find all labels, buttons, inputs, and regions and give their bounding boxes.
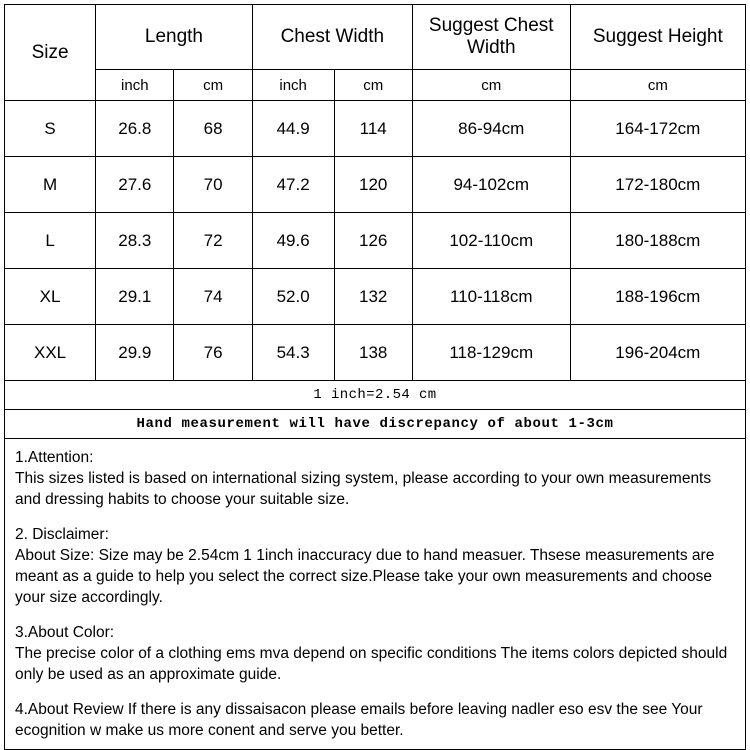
cell-suggest-height: 180-188cm: [570, 213, 745, 269]
cell-chest-inch: 44.9: [252, 101, 334, 157]
table-row: [5, 325, 746, 381]
cell-suggest-chest: 110-118cm: [412, 269, 570, 325]
cell-chest-inch: 52.0: [252, 269, 334, 325]
attention-body: This sizes listed is based on international sizing system, please according to your own measurements and dressing habits to choose your suitable size.: [15, 470, 712, 508]
cell-chest-cm: 126: [334, 213, 412, 269]
subheader-length-cm: cm: [174, 70, 252, 101]
disclaimer-title: 2. Disclaimer:: [15, 526, 109, 543]
cell-chest-cm: 114: [334, 101, 412, 157]
cell-chest-inch: 47.2: [252, 157, 334, 213]
cell-suggest-chest: 86-94cm: [412, 101, 570, 157]
notes-block: [4, 439, 746, 750]
subheader-chest-cm: cm: [334, 70, 412, 101]
cell-suggest-chest: 118-129cm: [412, 325, 570, 381]
table-row: [5, 213, 746, 269]
cell-length-inch: 29.9: [96, 325, 174, 381]
cell-suggest-chest: 102-110cm: [412, 213, 570, 269]
cell-length-inch: 27.6: [96, 157, 174, 213]
cell-chest-inch: 49.6: [252, 213, 334, 269]
disclaimer-note: [15, 524, 735, 608]
attention-note: [15, 447, 735, 510]
cell-length-inch: 29.1: [96, 269, 174, 325]
size-table: [4, 4, 746, 439]
cell-size: L: [5, 213, 96, 269]
cell-length-cm: 70: [174, 157, 252, 213]
cell-suggest-height: 196-204cm: [570, 325, 745, 381]
cell-suggest-height: 164-172cm: [570, 101, 745, 157]
cell-suggest-height: 188-196cm: [570, 269, 745, 325]
header-length: Length: [96, 5, 253, 70]
header-suggest-chest-width: Suggest Chest Width: [412, 5, 570, 70]
cell-suggest-height: 172-180cm: [570, 157, 745, 213]
header-size: Size: [5, 5, 96, 101]
subheader-suggest-chest-cm: cm: [412, 70, 570, 101]
review-body: 4.About Review If there is any dissaisacon please emails before leaving nadler eso esv the see Your ecognition w make us more conent and serve you better.: [15, 701, 703, 739]
table-header-main: [5, 5, 746, 70]
cell-length-cm: 72: [174, 213, 252, 269]
cell-chest-inch: 54.3: [252, 325, 334, 381]
discrepancy-note: Hand measurement will have discrepancy of about 1-3cm: [5, 410, 746, 439]
subheader-chest-inch: inch: [252, 70, 334, 101]
table-row: [5, 157, 746, 213]
review-note: [15, 699, 735, 741]
color-body: The precise color of a clothing ems mva depend on specific conditions The items colors depicted should only be used as an approximate guide.: [15, 645, 728, 683]
subheader-suggest-height-cm: cm: [570, 70, 745, 101]
attention-title: 1.Attention:: [15, 449, 94, 466]
cell-length-cm: 74: [174, 269, 252, 325]
conversion-note: 1 inch=2.54 cm: [5, 381, 746, 410]
header-suggest-height: Suggest Height: [570, 5, 745, 70]
discrepancy-note-row: [5, 410, 746, 439]
header-chest-width: Chest Width: [252, 5, 412, 70]
cell-length-inch: 28.3: [96, 213, 174, 269]
conversion-note-row: [5, 381, 746, 410]
cell-length-cm: 76: [174, 325, 252, 381]
color-note: [15, 622, 735, 685]
cell-size: XXL: [5, 325, 96, 381]
cell-size: XL: [5, 269, 96, 325]
color-title: 3.About Color:: [15, 624, 115, 641]
cell-chest-cm: 120: [334, 157, 412, 213]
cell-suggest-chest: 94-102cm: [412, 157, 570, 213]
table-row: [5, 269, 746, 325]
cell-size: M: [5, 157, 96, 213]
cell-chest-cm: 138: [334, 325, 412, 381]
disclaimer-body: About Size: Size may be 2.54cm 1 1inch inaccuracy due to hand measuer. Thsese measurements are meant as a guide to help you select the correct size.Please take your own measurements and choose your size accordingly.: [15, 547, 715, 606]
subheader-length-inch: inch: [96, 70, 174, 101]
cell-chest-cm: 132: [334, 269, 412, 325]
cell-length-inch: 26.8: [96, 101, 174, 157]
cell-length-cm: 68: [174, 101, 252, 157]
cell-size: S: [5, 101, 96, 157]
table-header-sub: [5, 70, 746, 101]
table-row: [5, 101, 746, 157]
